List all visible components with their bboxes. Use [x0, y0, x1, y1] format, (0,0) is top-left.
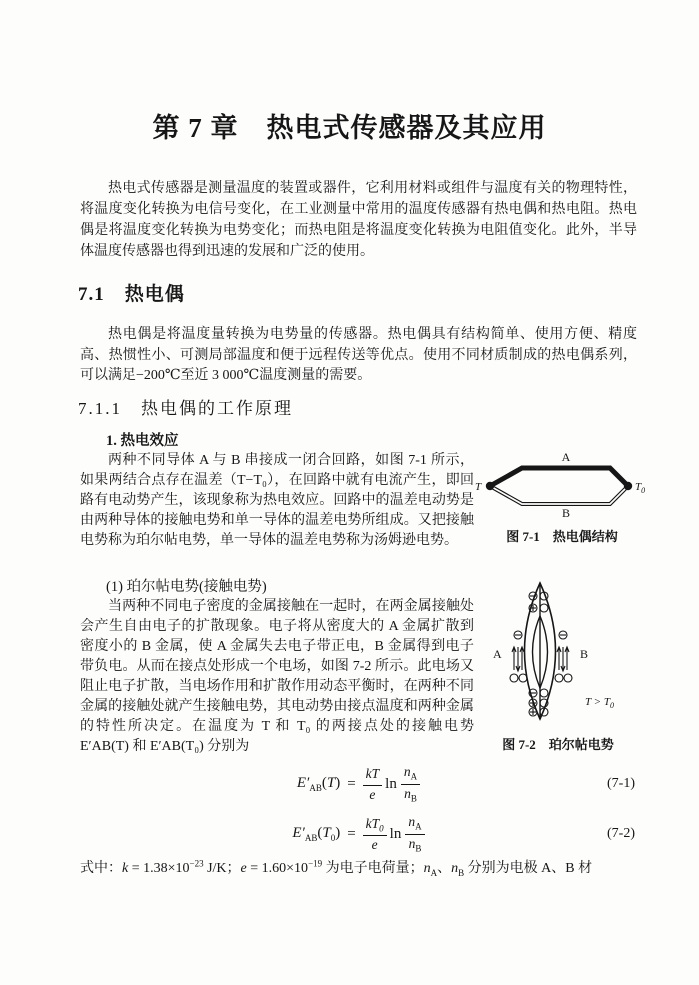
formula-constants-note: 式中：$k = 1.38\times 10^{-23}$ J/K；$e = 1.60\times 10^{-19}$ 为电子电荷量；$n_A$、$n_B$ 分别为电极 A、B 材 [80, 858, 593, 878]
thermocouple-loop-diagram [474, 446, 650, 518]
peltier-potential-diagram [483, 578, 633, 726]
temperature-condition-label: $T > T_0$ [585, 696, 614, 710]
subsection-7-1-1-heading: 7.1.1 热电偶的工作原理 [78, 399, 293, 418]
figure-7-2-caption: 图 7-2 珀尔帖电势 [502, 737, 614, 752]
ln-operator: ln [385, 775, 397, 792]
hot-junction-dot [486, 482, 494, 490]
peltier-heading: (1) 珀尔帖电势(接触电势) [106, 579, 267, 595]
fraction-kt0-over-e: $\frac{kT_0}{e}$ [363, 816, 387, 853]
thermoelectric-effect-heading: 1. 热电效应 [106, 433, 179, 449]
equation-7-2-expression [292, 814, 424, 853]
chapter-title: 第 7 章 热电式传感器及其应用 [152, 113, 547, 143]
figure-7-2 [483, 578, 633, 753]
temperature-t-label: T [475, 481, 482, 493]
figure-7-1-caption: 图 7-1 热电偶结构 [506, 529, 618, 544]
equation-lhs: $E'_{AB}(T)$ [296, 775, 341, 793]
thermoelectric-effect-paragraph: 两种不同导体 A 与 B 串接成一闭合回路，如图 7-1 所示，如果两结合点存在温差（T−T₀），在回路中就有电流产生，即回路有电动势产生，该现象称为热电效应。回路中的温差电动势是由两种导体的接触电势和单一导体的温差电势所组成。又把接触电势称为珀尔帖电势，单一导体的温差电势称为汤姆逊电势。 [80, 453, 474, 548]
figure-7-1 [474, 446, 650, 545]
ln-operator: ln [389, 825, 402, 842]
conductor-a-wire [490, 468, 628, 486]
metal-b-electron-flow [555, 631, 572, 682]
cold-junction-dot [624, 482, 632, 490]
conductor-b-label: B [561, 506, 571, 518]
chapter-intro-paragraph: 热电式传感器是测量温度的装置或器件，它利用材料或组件与温度有关的物理特性，将温度变化转换为电信号变化，在工业测量中常用的温度传感器有热电偶和热电阻。热电偶是将温度变化转换为电势变化；而热电阻是将温度变化转换为电阻值变化。此外，半导体温度传感器也得到迅速的发展和广泛的使用。 [80, 181, 637, 259]
section-7-1-paragraph: 热电偶是将温度量转换为电势量的传感器。热电偶具有结构简单、使用方便、精度高、热惯性小、可测局部温度和便于远程传送等优点。使用不同材质制成的热电偶系列，可以满足−200℃至近 3 000℃温度测量的需要。 [80, 327, 637, 383]
conductor-b-wire-inner [490, 486, 628, 504]
equation-7-1 [80, 763, 637, 805]
bottom-junction-charges [529, 689, 548, 716]
conductor-b-wire [490, 486, 628, 504]
equation-number: (7-2) [607, 826, 635, 841]
metal-a-label: A [493, 647, 502, 661]
fraction-na-over-nb: $\frac{n_A}{n_B}$ [401, 764, 420, 803]
fraction-kt-over-e: $\frac{kT}{e}$ [363, 766, 383, 803]
equation-7-2 [80, 813, 637, 855]
temperature-t0-label: $T_0$ [635, 481, 646, 495]
fraction-na-over-nb: $\frac{n_A}{n_B}$ [405, 814, 424, 853]
equation-7-1-expression [297, 764, 420, 803]
equals-sign: = [347, 775, 356, 792]
equals-sign: = [347, 825, 356, 842]
equation-lhs: $E'_{AB}(T_0)$ [292, 825, 341, 843]
conductor-a-label: A [561, 450, 571, 464]
metal-b-label: B [580, 647, 589, 661]
equation-number: (7-1) [607, 776, 635, 791]
peltier-paragraph: 当两种不同电子密度的金属接触在一起时，在两金属接触处会产生自由电子的扩散现象。电子将从密度大的 A 金属扩散到密度小的 B 金属，使 A 金属失去电子带正电，B 金属得到电子带负电。从而在接点处形成一个电场，如图 7-2 所示。此电场又阻止电子扩散，当电场作用和扩散作用动态平衡时，在两种不同金属的接触处就产生接触电势，其电动势由接点温度和两种金属的特性所决定。在温度为 T 和 T₀ 的两接点处的接触电势 E′AB(T) 和 E′AB(T₀) 分别为 [80, 599, 474, 754]
section-7-1-heading: 7.1 热电偶 [78, 284, 185, 305]
